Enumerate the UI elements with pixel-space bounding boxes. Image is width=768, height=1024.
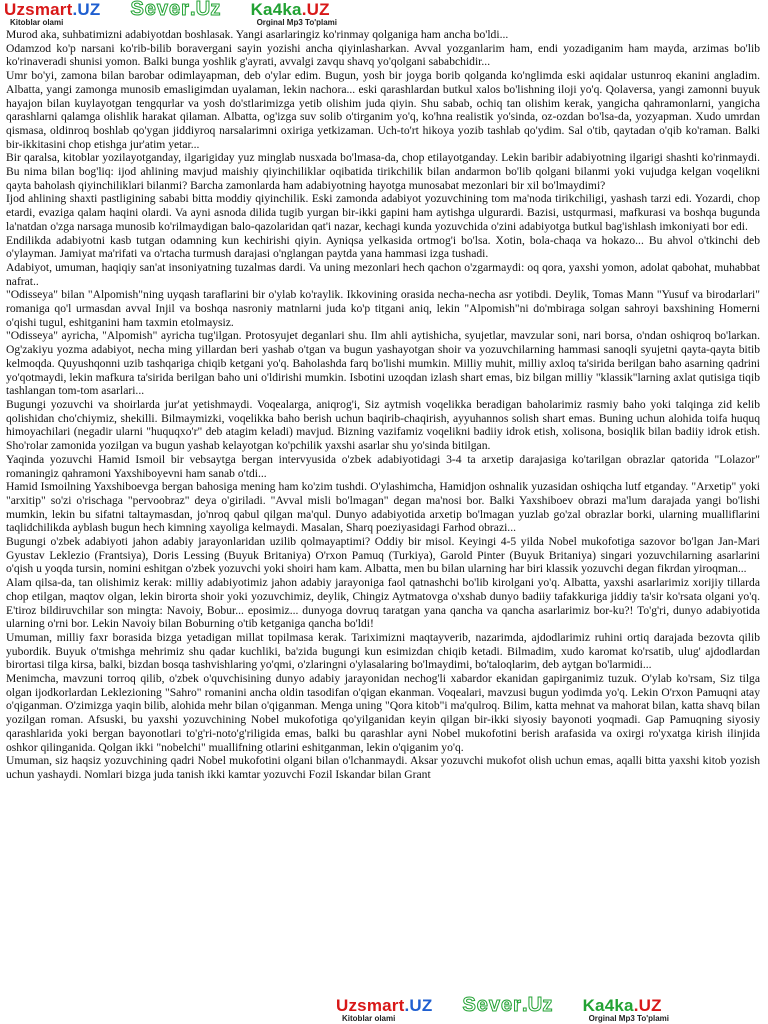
paragraph: Alam qilsa-da, tan olishimiz kerak: milliy adabiyotimiz jahon adabiy jarayoniga faol qatnashchi bo'lib kirolgani yo'q. Albatta, yaxshi asarlarimiz xorijiy tillarda chop etilgan, maqtov olgan, lekin birorta shoir yoki yozuvchimiz, deylik, Chingiz Aytmatovga o'xshab dunyo badiiy tafakkuriga jiddiy ta'sir ko'rsata olgani yo'q. E'tiroz bildiruvchilar son mingta: Navoiy, Bobur... eposimiz... dunyoga dovruq taratgan yana qancha va qancha asarlarimiz bor-ku?! To'g'ri, dunyo adabiyotida ularning o'rni bor. Lekin Navoiy bilan Boburning o'tib ketganiga qancha bo'ldi! — [6, 576, 760, 631]
paragraph: Yaqinda yozuvchi Hamid Ismoil bir vebsaytga bergan intervyusida o'zbek adabiyotidagi 3-4 ta arxetip darajasiga ko'tarilgan obrazlar qatorida "Lolazor" romaningiz qahramoni Yaxshiboyevni ham sanab o'tdi... — [6, 452, 760, 480]
paragraph: "Odisseya" bilan "Alpomish"ning uyqash taraflarini bir o'ylab ko'raylik. Ikkovining orasida necha-necha asr yotibdi. Deylik, Tomas Mann "Yusuf va birodarlari" romaniga qo'l urmasdan avval Injil va boshqa nasroniy matnlarni juda ko'p titgani aniq, lekin "Alpomish"ni do'mbiraga solgan sahroyi baxshining Homerni o'qishi tugul, eshitganini ham taxmin etolmaysiz. — [6, 288, 760, 329]
footer-logo-bar — [336, 994, 699, 1023]
paragraph: "Odisseya" ayricha, "Alpomish" ayricha tug'ilgan. Protosyujet deganlari shu. Ilm ahli aytishicha, syujetlar, mavzular soni, nari borsa, o'ndan oshiqroq bo'larkan. Og'zakiyu yozma adabiyot, necha ming yillardan beri yashab o'tgan va bugun yashayotgan shoir va yozuvchilarning hammasi sanoqli syujetni qayta-qayta bitib kelmoqda. Quyushqonni uzib tashqariga chiqib ketgani yo'q. Baholashda farq bo'lishi mumkin. Milliy muhit, milliy axloq ta'sirida berilgan baho asarning qadrini yo'qotmaydi, lekin mafkura ta'sirida berilgan baho uni o'ldirishi mumkin. Isbotini uzoqdan izlash shart emas, biz bilgan milliy "klassik"larning axlat qutisiga tiqib tashlangan tom-tom asarlari... — [6, 329, 760, 398]
paragraph: Menimcha, mavzuni torroq qilib, o'zbek o'quvchisining dunyo adabiy jarayonidan nechog'li xabardor ekanidan gapirganimiz tuzuk. O'ylab ko'rsam, Siz tilga olgan ijodkorlardan Leklezioning "Sahro" romanini ancha oldin tasodifan o'qigan ekanman. Voqealari, mavzusi bugun yodimda yo'q. Lekin O'rxon Pamuqni atay o'qiganman. O'zimizga yaqin bilib, alohida mehr bilan o'qiganman. Menga uning "Qora kitob"i ma'qulroq. Bilim, katta mehnat va mahorat bilan, katta shavq bilan yozilgan roman. Afsuski, bu yaxshi yozuvchining Nobel mukofotiga qo'yilganidan keyin qilgan bir-ikki siyosiy bayonoti yoqmadi. Gap Pamuqning siyosiy qarashlarida yoki bergan bayonotlari to'g'ri-noto'g'riligida emas, balki bu qarashlar ayni Nobel mukofotini berish arafasida va oxirgi ro'yxatga kirish ilinjida oshkor qilinganida. Qolgan ikki "nobelchi" muallifning otlarini eshitganman, lekin o'qiganim yo'q. — [6, 672, 760, 754]
sever-logo-brand: Sever — [130, 0, 190, 20]
uzsmart-logo-brand: Uzsmart — [336, 996, 405, 1015]
paragraph: Adabiyot, umuman, haqiqiy san'at insoniyatning tuzalmas dardi. Va uning mezonlari hech qachon o'zgarmaydi: oq qora, yaxshi yomon, adolat qabohat, muhabbat nafrat.. — [6, 260, 760, 288]
paragraph: Endilikda adabiyotni kasb tutgan odamning kun kechirishi qiyin. Ayniqsa yelkasida ortmog'i bo'lsa. Xotin, bola-chaqa va hokazo... Bu ahvol o'tkinchi deb o'ylayman. Jamiyat ma'rifati va o'rtacha turmush darajasi o'nglangan paytda yana hammasi izga tushadi. — [6, 233, 760, 261]
sever-logo[interactable] — [130, 1, 220, 18]
ka4ka-logo-tld: .UZ — [633, 996, 662, 1015]
ka4ka-logo-tagline: Orginal Mp3 To'plami — [588, 1014, 670, 1023]
ka4ka-logo-brand: Ka4ka — [582, 996, 634, 1015]
paragraph: Odamzod ko'p narsani ko'rib-bilib boravergani sayin yozishi ancha qiyinlasharkan. Avval yozganlarim ham, endi yozadiganim ham mayda, arzimas bo'lib ko'rinaveradi shunisi yomon. Balki bunga yoshlik g'ayrati, avvalgi zavqu shavq yo'qolgani sababchidir... — [6, 41, 760, 69]
paragraph: Bugungi yozuvchi va shoirlarda jur'at yetishmaydi. Voqealarga, aniqrog'i, Siz aytmish voqelikka beradigan baholarimiz rasmiy baho yoki talqinga zid kelib qolishidan cho'chiymiz, shekilli. Bilmaymizki, voqelikka baho berish uchun baqirib-chaqirish, ayyuhannos solish shart emas. Buning uchun alohida toifa huquq himoyachilari (negadir ularni "huquqxo'r" deb atagim keladi) mavjud. Bizning vazifamiz voqelikni badiiy idrok etish, xolisona, bosiqlik bilan badiiy idrok etish. Sho'rolar zamonida yozilgan va bugun yashab kelayotgan ko'pchilik yaxshi asarlar shu yo'sinda bitilgan. — [6, 397, 760, 453]
uzsmart-logo-brand: Uzsmart — [4, 0, 73, 19]
uzsmart-logo-tld: .UZ — [72, 0, 101, 19]
uzsmart-logo[interactable] — [4, 1, 100, 27]
uzsmart-logo-tagline: Kitoblar olami — [10, 18, 64, 27]
uzsmart-logo-tagline: Kitoblar olami — [342, 1014, 396, 1023]
sever-logo[interactable] — [462, 994, 553, 1016]
ka4ka-logo[interactable] — [251, 1, 337, 27]
ka4ka-logo[interactable] — [583, 997, 669, 1023]
article-body — [6, 28, 760, 782]
uzsmart-logo-tld: .UZ — [404, 996, 433, 1015]
uzsmart-logo[interactable] — [336, 997, 432, 1023]
sever-logo-tld: .Uz — [189, 0, 221, 20]
ka4ka-logo-tld: .UZ — [301, 0, 330, 19]
paragraph: Umuman, milliy faxr borasida bizga yetadigan millat topilmasa kerak. Tariximizni maqtayverib, nazarimda, ajdodlarimiz ruhini ortiq darajada bezovta qilib yubordik. Buyuk o'tmishga mehrimiz shu qadar kuchliki, ba'zida bugungi kun esimizdan chiqib ketadi. Bilmadim, xudo karomat ko'rsatib, ulug' ajdodlardan birortasi tilga kirsa, balki, bizdan bosqa tashvishlaring yo'qmi, o'zlaringni o'ylasalaring bo'lmaydimi, bo'taloqlarim, deb aytgan bo'larmidi... — [6, 630, 760, 672]
ka4ka-logo-brand: Ka4ka — [250, 0, 302, 19]
paragraph: Bugungi o'zbek adabiyoti jahon adabiy jarayonlaridan uzilib qolmayaptimi? Oddiy bir misol. Keyingi 4-5 yilda Nobel mukofotiga sazovor bo'lgan Jan-Mari Gyustav Leklezio (Frantsiya), Doris Lessing (Buyuk Britaniya) O'rxon Pamuq (Turkiya), Garold Pinter (Buyuk Britaniya) singari yozuvchilarning asarlarini o'qish u yoqda tursin, nomini eshitgan o'zbek yozuvchi yoki shoiri ham kam. Albatta, men bu bilan ularning har biri klassik yozuvchi degan fikrdan yiroqman... — [6, 535, 760, 576]
sever-logo-brand: Sever — [462, 994, 522, 1016]
paragraph: Umuman, siz haqsiz yozuvchining qadri Nobel mukofotini olgani bilan o'lchanmaydi. Aksar yozuvchi mukofot olish uchun emas, aqalli bitta yaxshi kitob yozish uchun yashaydi. Nomlari bizga juda tanish ikki kamtar yozuvchi Fozil Iskandar bilan Grant — [6, 754, 760, 781]
paragraph: Bir qaralsa, kitoblar yozilayotganday, ilgarigiday yuz minglab nusxada bo'lmasa-da, chop etilayotganday. Lekin baribir adabiyotning ilgarigi shashti ko'rinmaydi. Bu nima bilan bog'liq: ijod ahlining mavjud maishiy qiyinchiliklar oqibatida tirikchilik bilan andarmon bo'lib qolgani bilanmi yoki vujudga kelgan voqelikni qayta baholash qiyinchiliklari bilanmi? Barcha zamonlarda ham adabiyotning hayotga munosabat mezonlari bir xil bo'lmaydimi? — [6, 151, 760, 192]
paragraph: Murod aka, suhbatimizni adabiyotdan boshlasak. Yangi asarlaringiz ko'rinmay qolganiga ham ancha bo'ldi... — [6, 28, 509, 41]
paragraph: Umr bo'yi, zamona bilan barobar odimlayapman, deb o'ylar edim. Bugun, yosh bir joyga borib qolganda ko'nglimda eski aqidalar ustunroq ekanini angladim. Albatta, yangi zamonga munosib emasligimdan uyalaman, lekin nachora... eski qarashlardan butkul xalos bo'lishning iloji yo'q. Qolaversa, yangi zamonni buyuk hayajon bilan kuylayotgan tengqurlar va yosh do'stlarimizga yetib olishim juda qiyin. Shu sabab, ochiq tan olishim kerak, yangicha qahramonlarni, yangicha qarashlarni qalamga olishlik harakat qilaman. Albatta, og'izga suv solib o'tirganim yo'q, ko'hna realistik yo'sinda, oz-ozdan bo'lsa-da, yozyapman. Xudo umrdan qismasa, oldinroq boshlab qo'ygan jiddiyroq narsalarimni oxiriga yetkizaman. Uch-to'rt hikoya yozib tashlab qo'ydim. Sal o'tib, qaytadan o'qib ko'raman. Balki bir-ikkitasini chop etishga jur'atim yetar... — [6, 69, 760, 151]
header-logo-bar — [4, 1, 367, 27]
paragraph: Hamid Ismoilning Yaxshiboevga bergan bahosiga mening ham ko'zim tushdi. O'ylashimcha, Hamidjon oshnalik yuzasidan oshiqcha lutf etganday. "Arxetip" yoki "arxitip" so'zi o'rischaga "pervoobraz" deya o'giriladi. "Avval misli bo'lmagan" degan ma'nosi bor. Balki Yaxshiboev obrazi ma'lum darajada yangi bo'lishi mumkin, lekin bu sifatni taltaymasdan, jo'nroq qabul qilgan ma'qul. Dunyo adabiyotida arxetip bo'lmagan yuzlab go'zal obrazlar borki, ularning mualliflarini taqlidchilikda ayblash bugun hech kimning xayoliga kelmaydi. Masalan, Sharq poeziyasidagi Farhod obrazi... — [6, 480, 760, 535]
sever-logo-tld: .Uz — [521, 994, 553, 1016]
ka4ka-logo-tagline: Orginal Mp3 To'plami — [256, 18, 338, 27]
paragraph: Ijod ahlining shaxti pastligining sababi bitta moddiy qiyinchilik. Eski zamonda adabiyot yozuvchining tom ma'noda tirikchiligi, yashash tarzi edi. Yozardi, chop etardi, evaziga qalam haqini olardi. Va ayni asnoda dilida tugib yurgan bir-ikki gapini ham aytishga ulgurardi. Bazisi, ustqurmasi, mafkurasi va boshqa bugunda la'natdan o'zga narsaga munosib ko'rilmaydigan balo-qazolaridan qat'i nazar, kechagi kunda yozuvchida o'zini adabiyotga butkul bag'ishlash imkoniyati bor edi. — [6, 192, 760, 233]
